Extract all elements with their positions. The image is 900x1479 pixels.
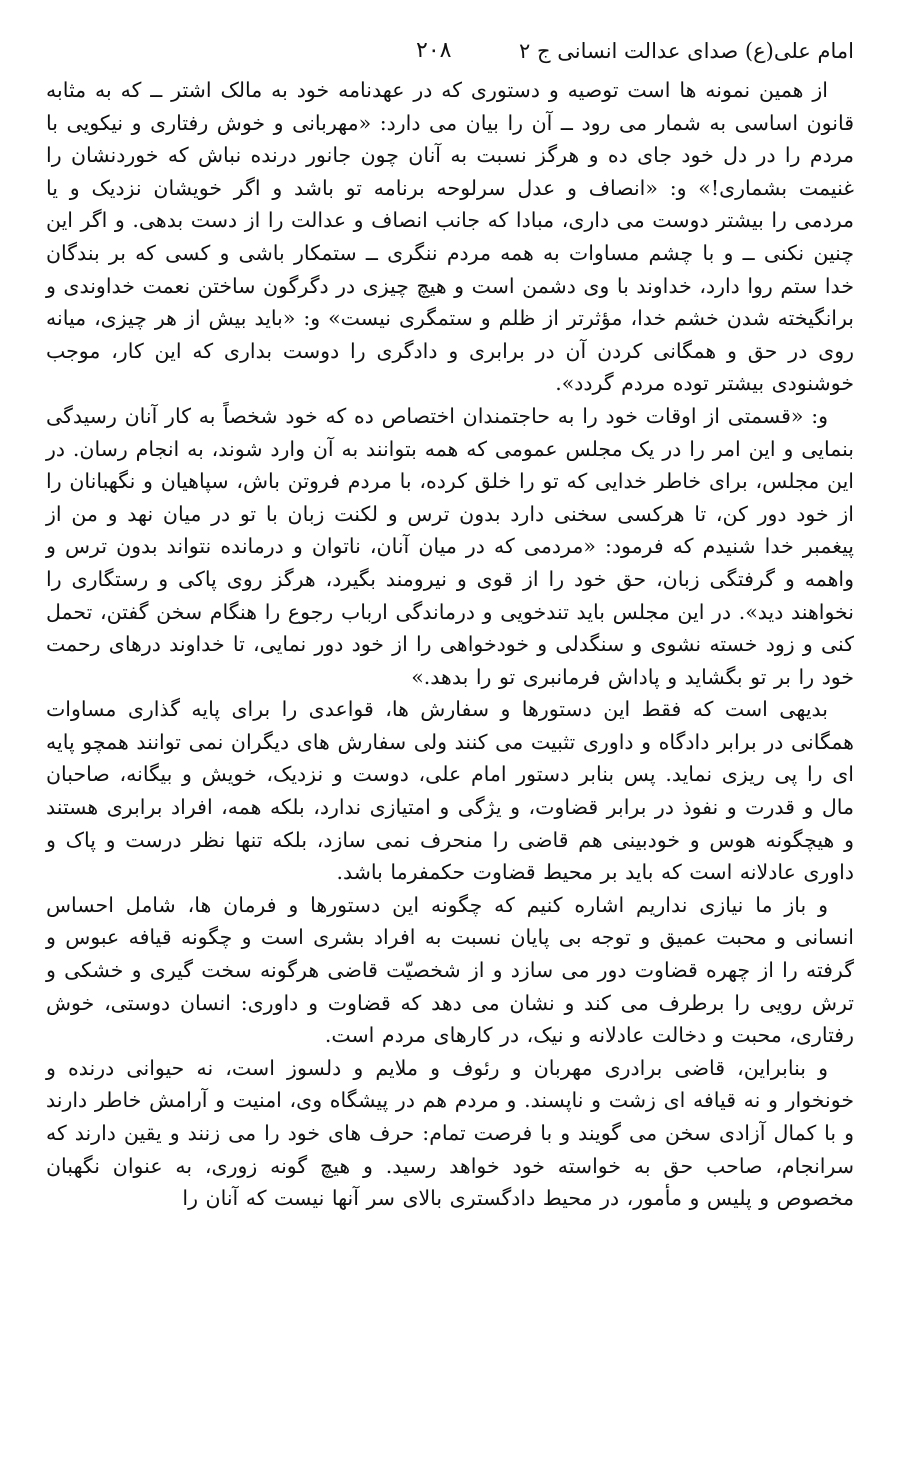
book-title: امام علی(ع) صدای عدالت انسانی ج ۲ <box>519 39 854 63</box>
paragraph: و: «قسمتی از اوقات خود را به حاجتمندان اختصاص ده که خود شخصاً به کار آنان رسیدگی بنمایی و این امر را در یک مجلس عمومی که همه بتوانند به آن وارد شوند، به انجام رسان. در این مجلس، برای خاطر خدایی که تو را خلق کرده، با مردم فروتن باش، سپاهیان و نگهبانان را از خود دور کن، تا هرکسی سخنی دارد بدون ترس و لکنت زبان با تو در میان نهد و من از پیغمبر خدا شنیدم که فرمود: «مردمی که در میان آنان، ناتوان و درمانده نتواند بدون ترس و واهمه و گرفتگی زبان، حق خود را از قوی و نیرومند بگیرد، هرگز روی پاکی و رستگاری را نخواهند دید». در این مجلس باید تندخویی و درماندگی ارباب رجوع را هنگام سخن گفتن، تحمل کنی و زود خسته نشوی و سنگدلی و خودخواهی را از خود دور نمایی، تا خداوند درهای رحمت خود را بر تو بگشاید و پاداش فرمانبری تو را بدهد.» <box>46 403 854 689</box>
body-text <box>46 74 854 1215</box>
paragraph: و باز ما نیازی نداریم اشاره کنیم که چگونه این دستورها و فرمان ها، شامل احساس انسانی و محبت عمیق و توجه بی پایان نسبت به افراد بشری است و چگونه قیافه عبوس و گرفته را از چهره قضاوت دور می سازد و از شخصیّت قاضی هرگونه سخت گیری و خشکی و ترش رویی را برطرف می کند و نشان می دهد که قضاوت و داوری: انسان دوستی، خوش رفتاری، محبت و دخالت عادلانه و نیک، در کارهای مردم است. <box>46 892 854 1048</box>
page-number: ۲۰۸ <box>416 38 452 63</box>
paragraph: بدیهی است که فقط این دستورها و سفارش ها، قواعدی را برای پایه گذاری مساوات همگانی در برابر دادگاه و داوری تثبیت می کنند ولی سفارش های دیگران نمی توانند همچو پایه ای را پی ریزی نماید. پس بنابر دستور امام علی، دوست و نزدیک، خویش و بیگانه، صاحبان مال و قدرت و نفوذ در برابر قضاوت، و یژگی و امتیازی ندارد، بلکه همه، افراد برابری هستند و هیچگونه هوس و خودبینی هم قاضی را منحرف نمی سازد، بلکه تنها نظر درست و پاک و داوری عادلانه است که باید بر محیط قضاوت حکمفرما باشد. <box>46 697 854 885</box>
paragraph: و بنابراین، قاضی برادری مهربان و رئوف و ملایم و دلسوز است، نه حیوانی درنده و خونخوار و نه قیافه ای زشت و ناپسند. و مردم هم در پیشگاه وی، امنیت و آرامش خاطر دارند و با کمال آزادی سخن می گویند و با فرصت تمام: حرف های خود را می زنند و یقین دارند که سرانجام، صاحب حق به خواسته خود خواهد رسید. و هیچ گونه زوری، به عنوان نگهبان مخصوص و پلیس و مأمور، در محیط دادگستری بالای سر آنها نیست که آنان را <box>46 1055 854 1211</box>
running-header <box>46 30 854 72</box>
paragraph: از همین نمونه ها است توصیه و دستوری که در عهدنامه خود به مالک اشتر ــ که به مثابه قانون اساسی به شمار می رود ــ آن را بیان می دارد: «مهربانی و خوش رفتاری و نیکویی با مردم را در دل خود جای ده و هرگز نسبت به آنان چون جانور درنده نباش که خوردنشان را غنیمت بشماری!» و: «انصاف و عدل سرلوحه برنامه تو باشد و اگر خویشان نزدیک و یا مردمی را بیشتر دوست می داری، مبادا که جانب انصاف و عدالت را از دست بدهی. و اگر این چنین نکنی ــ و با چشم مساوات به همه مردم ننگری ــ ستمکار باشی و کسی که بر بندگان خدا ستم روا دارد، خداوند با وی دشمن است و هیچ چیزی در دگرگون ساختن نعمت خداوندی و برانگیخته شدن خشم خدا، مؤثرتر از ظلم و ستمگری نیست» و: «باید بیش از هر چیزی، میانه روی در حق و همگانی کردن آن در برابری و دادگری را دوست بداری که این کار، موجب خوشنودی بیشتر توده مردم گردد». <box>46 78 854 396</box>
